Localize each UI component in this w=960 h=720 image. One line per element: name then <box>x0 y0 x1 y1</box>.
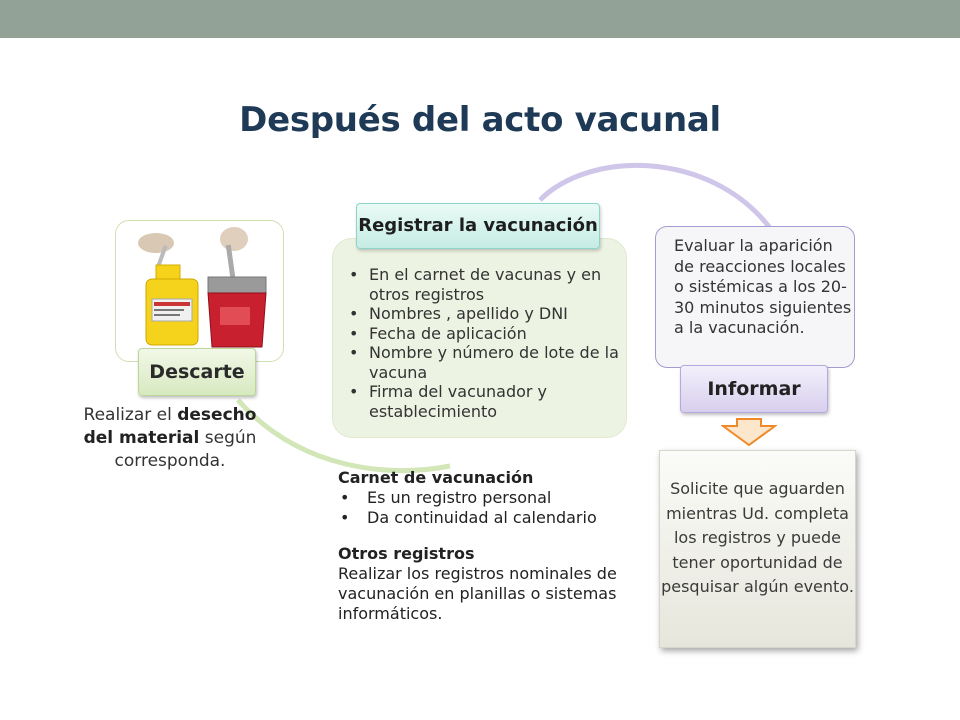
registrar-item: • Firma del vacunador y establecimiento <box>369 382 626 421</box>
carnet-item: • Da continuidad al calendario <box>338 508 638 528</box>
informar-label: Informar <box>680 365 828 413</box>
carnet-heading: Carnet de vacunación <box>338 468 534 487</box>
descarte-text <box>70 404 270 473</box>
registrar-label: Registrar la vacunación <box>356 203 600 249</box>
sharps-disposal-containers-icon <box>116 221 283 361</box>
registrar-item: • Fecha de aplicación <box>369 324 626 344</box>
descarte-label: Descarte <box>138 348 256 396</box>
registrar-item: • Nombres , apellido y DNI <box>369 304 626 324</box>
carnet-item: • Es un registro personal <box>338 488 638 508</box>
registrar-list <box>333 239 626 421</box>
solicite-box: Solicite que aguarden mientras Ud. completa los registros y puede tener oportunidad de pesquisar algún evento. <box>659 450 856 648</box>
descarte-text-bold: desecho del material <box>83 405 257 448</box>
registrar-item: • En el carnet de vacunas y en otros registros <box>369 265 626 304</box>
otros-text: Realizar los registros nominales de vacunación en planillas o sistemas informáticos. <box>338 564 617 623</box>
descarte-text-post: según corresponda. <box>114 428 257 471</box>
registrar-item: • Nombre y número de lote de la vacuna <box>369 343 626 382</box>
evaluar-box: Evaluar la aparición de reacciones locales o sistémicas a los 20-30 minutos siguientes a la vacunación. <box>655 226 855 368</box>
descarte-text-pre: Realizar el <box>83 405 178 425</box>
down-arrow-icon <box>721 418 777 446</box>
carnet-section <box>338 468 638 624</box>
page-title: Después del acto vacunal <box>239 100 721 140</box>
otros-heading: Otros registros <box>338 544 475 563</box>
disposal-image <box>115 220 284 362</box>
registrar-box <box>332 238 627 438</box>
